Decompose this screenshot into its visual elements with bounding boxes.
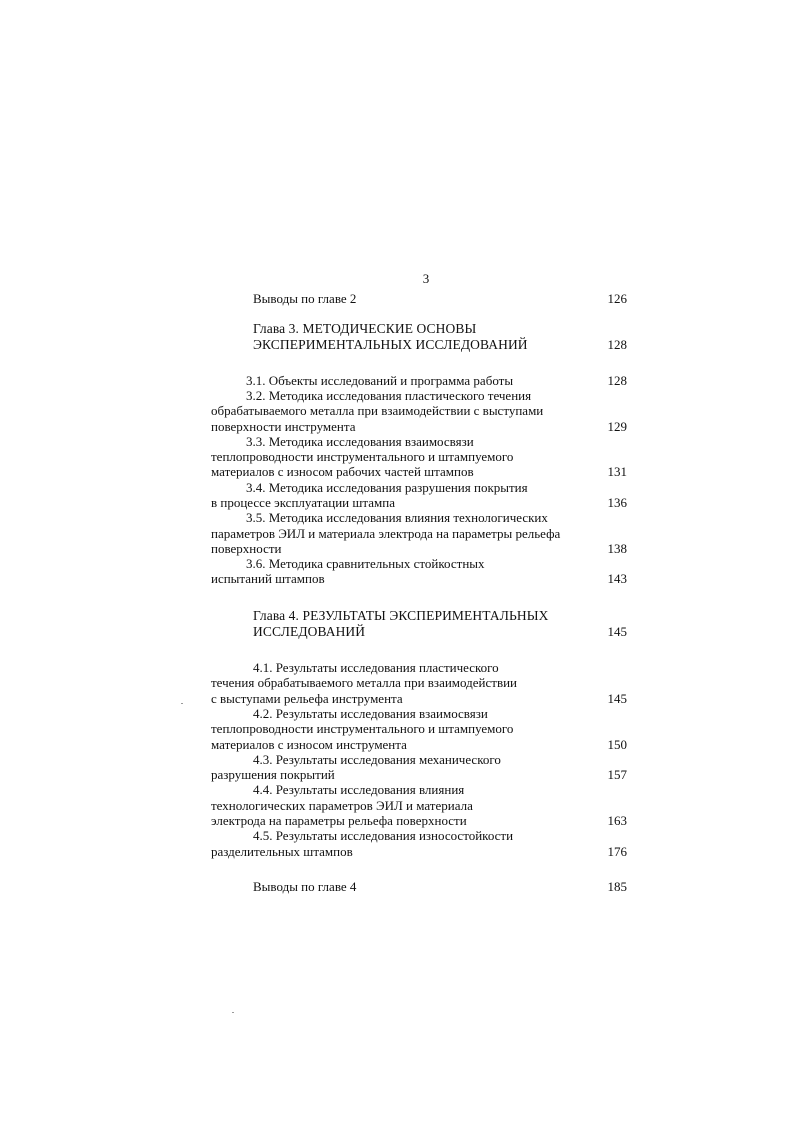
toc-entry-conclusions-ch4: Выводы по главе 4 [253, 879, 357, 894]
section-4-1-page: 145 [607, 691, 627, 706]
section-4-3-line2: разрушения покрытий [211, 767, 335, 782]
chapter4-title-line1: Глава 4. РЕЗУЛЬТАТЫ ЭКСПЕРИМЕНТАЛЬНЫХ [253, 608, 549, 623]
section-4-4-line1: 4.4. Результаты исследования влияния [253, 782, 465, 797]
chapter3-page: 128 [607, 337, 627, 352]
section-4-3-page: 157 [607, 767, 627, 782]
section-3-6-line2: испытаний штампов [211, 571, 325, 586]
section-3-3-line2: теплопроводности инструментального и штампуемого [211, 449, 514, 464]
scan-speck [232, 1012, 234, 1013]
section-4-2-page: 150 [607, 737, 627, 752]
section-3-1-line1: 3.1. Объекты исследований и программа работы [246, 373, 514, 388]
scan-speck [181, 703, 183, 704]
section-4-4-page: 163 [607, 813, 627, 828]
chapter4-title-line2: ИССЛЕДОВАНИЙ [253, 624, 366, 639]
section-4-3-line1: 4.3. Результаты исследования механического [253, 752, 501, 767]
section-3-5-line2: параметров ЭИЛ и материала электрода на параметры рельефа [211, 526, 561, 541]
section-3-1-page: 128 [607, 373, 627, 388]
section-4-2-line3: материалов с износом инструмента [211, 737, 407, 752]
section-4-4-line2: технологических параметров ЭИЛ и материала [211, 798, 473, 813]
section-3-5-page: 138 [607, 541, 627, 556]
chapter3-title-line1: Глава 3. МЕТОДИЧЕСКИЕ ОСНОВЫ [253, 321, 477, 336]
section-4-1-line2: течения обрабатываемого металла при взаимодействии [211, 675, 517, 690]
section-3-2-line1: 3.2. Методика исследования пластического течения [246, 388, 532, 403]
section-3-3-line3: материалов с износом рабочих частей штампов [211, 464, 474, 479]
section-3-3-line1: 3.3. Методика исследования взаимосвязи [246, 434, 474, 449]
section-3-4-page: 136 [607, 495, 627, 510]
section-4-4-line3: электрода на параметры рельефа поверхности [211, 813, 467, 828]
section-3-3-page: 131 [607, 464, 627, 479]
section-3-2-line3: поверхности инструмента [211, 419, 356, 434]
section-4-5-line2: разделительных штампов [211, 844, 353, 859]
toc-page-conclusions-ch2: 126 [607, 291, 627, 306]
section-4-1-line1: 4.1. Результаты исследования пластического [253, 660, 499, 675]
toc-page-conclusions-ch4: 185 [607, 879, 627, 894]
section-3-2-line2: обрабатываемого металла при взаимодействии с выступами [211, 403, 544, 418]
section-4-2-line1: 4.2. Результаты исследования взаимосвязи [253, 706, 488, 721]
toc-entry-conclusions-ch2: Выводы по главе 2 [253, 291, 357, 306]
section-3-4-line1: 3.4. Методика исследования разрушения покрытия [246, 480, 528, 495]
section-4-1-line3: с выступами рельефа инструмента [211, 691, 403, 706]
section-3-4-line2: в процессе эксплуатации штампа [211, 495, 395, 510]
section-3-5-line3: поверхности [211, 541, 282, 556]
section-3-2-page: 129 [607, 419, 627, 434]
chapter4-page: 145 [607, 624, 627, 639]
section-3-5-line1: 3.5. Методика исследования влияния технологических [246, 510, 548, 525]
page-number: 3 [422, 271, 430, 286]
section-3-6-line1: 3.6. Методика сравнительных стойкостных [246, 556, 485, 571]
section-4-5-line1: 4.5. Результаты исследования износостойкости [253, 828, 514, 843]
section-4-5-page: 176 [607, 844, 627, 859]
chapter3-title-line2: ЭКСПЕРИМЕНТАЛЬНЫХ ИССЛЕДОВАНИЙ [253, 337, 528, 352]
section-3-6-page: 143 [607, 571, 627, 586]
section-4-2-line2: теплопроводности инструментального и штампуемого [211, 721, 514, 736]
